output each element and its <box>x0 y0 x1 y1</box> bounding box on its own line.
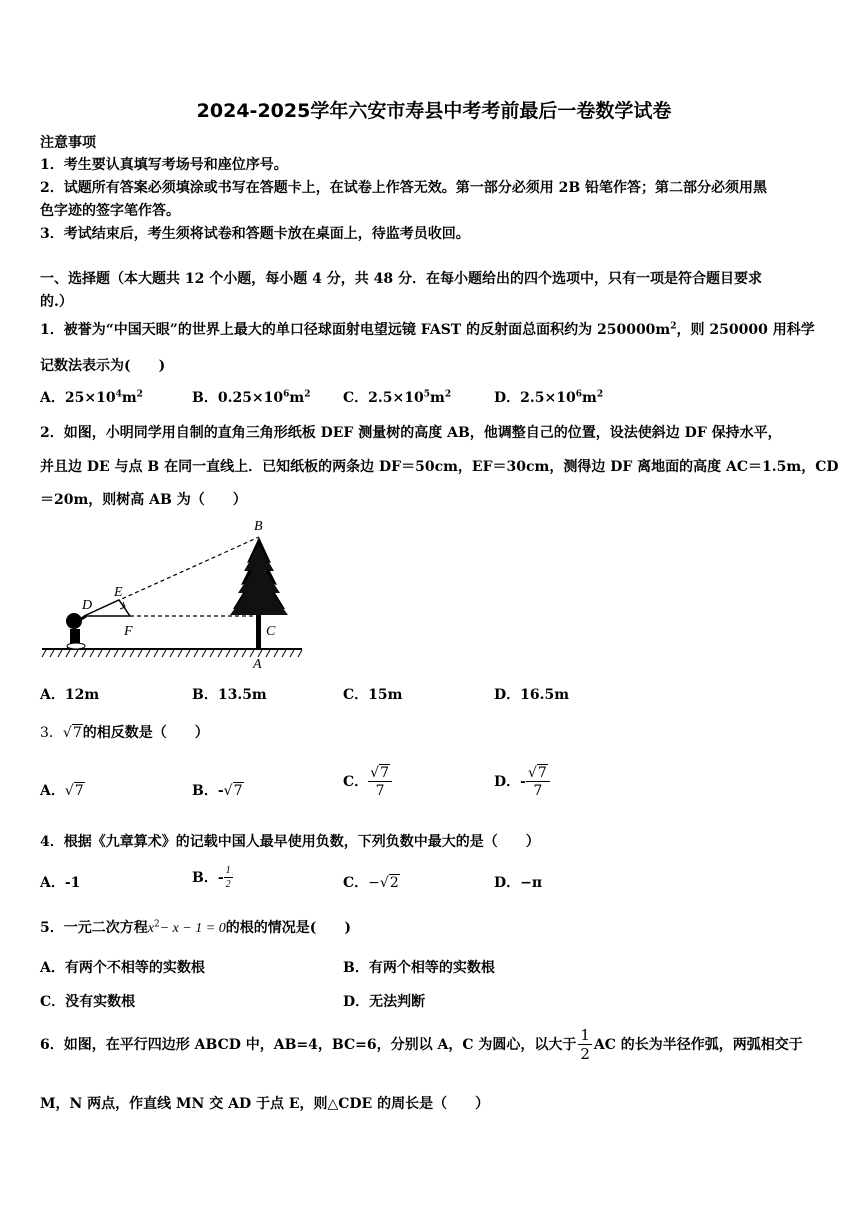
question-6-line2: M，N 两点，作直线 MN 交 AD 于点 E，则△CDE 的周长是（ ） <box>40 1096 490 1112</box>
notice-item: 2．试题所有答案必须填涂或书写在答题卡上，在试卷上作答无效。第一部分必须用 2B 铅笔作答；第二部分必须用黑 <box>40 180 768 196</box>
section-heading: 的.） <box>40 294 73 310</box>
label-b: B <box>254 519 263 534</box>
question-2-line2: 并且边 DE 与点 B 在同一直线上．已知纸板的两条边 DF＝50cm，EF＝30cm，测得边 DF 离地面的高度 AC＝1.5m，CD <box>40 459 839 475</box>
question-4: 4．根据《九章算术》的记载中国人最早使用负数，下列负数中最大的是（ ） <box>40 834 540 850</box>
q3-option-b[interactable]: B．-√7 <box>192 783 243 799</box>
page-title: 2024-2025学年六安市寿县中考考前最后一卷数学试卷 <box>196 100 672 122</box>
person-icon <box>66 613 86 649</box>
q5-option-c[interactable]: C．没有实数根 <box>40 994 136 1010</box>
notice-item: 3．考试结束后，考生须将试卷和答题卡放在桌面上，待监考员收回。 <box>40 226 470 242</box>
question-1-line2: 记数法表示为( ) <box>40 358 166 374</box>
q5-option-b[interactable]: B．有两个相等的实数根 <box>343 960 495 976</box>
label-c: C <box>266 624 276 639</box>
q4-option-d[interactable]: D．−π <box>494 875 543 891</box>
sqrt-7: √7 <box>62 725 82 741</box>
section-heading: 一、选择题（本大题共 12 个小题，每小题 4 分，共 48 分．在每小题给出的四个选项中，只有一项是符合题目要求 <box>40 271 762 287</box>
label-d: D <box>82 598 93 613</box>
q5-option-a[interactable]: A．有两个不相等的实数根 <box>40 960 205 976</box>
q2-option-a[interactable]: A．12m <box>40 687 100 703</box>
q4-option-a[interactable]: A．-1 <box>40 875 81 891</box>
notice-heading: 注意事项 <box>40 135 96 151</box>
question-3: 3．√7的相反数是（ ） <box>40 725 209 741</box>
q3-option-d[interactable]: D．- $\frac{√7}{7}$ <box>494 766 550 798</box>
notice-item: 色字迹的签字笔作答。 <box>40 203 180 219</box>
question-2: 2．如图，小明同学用自制的直角三角形纸板 DEF 测量树的高度 AB，他调整自己的位置，设法使斜边 DF 保持水平， <box>40 425 782 441</box>
question-1: 1．被誉为“中国天眼”的世界上最大的单口径球面射电望远镜 FAST 的反射面总面积约为 $250000m^2$，则 250000 用科学 <box>40 321 815 338</box>
tree-icon <box>230 537 288 649</box>
q2-option-b[interactable]: B．13.5m <box>192 687 267 703</box>
q2-option-c[interactable]: C．15m <box>343 687 403 703</box>
q2-option-d[interactable]: D．16.5m <box>494 687 570 703</box>
label-f: F <box>124 624 133 639</box>
question-2-line3: ＝20m，则树高 AB 为（ ） <box>40 492 247 508</box>
label-e: E <box>114 585 123 600</box>
question-5: 5．一元二次方程$x^2- x - 1 = 0$的根的情况是( ) <box>40 919 352 936</box>
q1-option-c[interactable]: C．$2.5\times 10^5m^2$ <box>343 389 452 406</box>
q3-option-c[interactable]: C． $\frac{√7}{7}$ <box>343 766 392 798</box>
notice-item: 1．考生要认真填写考场号和座位序号。 <box>40 157 288 173</box>
tree-measurement-figure <box>40 515 310 675</box>
q1-option-d[interactable]: D．$2.5\times 10^6m^2$ <box>494 389 604 406</box>
label-a: A <box>253 657 262 672</box>
q5-option-d[interactable]: D．无法判断 <box>343 994 426 1010</box>
q4-option-c[interactable]: C．−√2 <box>343 875 399 891</box>
q1-option-b[interactable]: B．$0.25\times 10^6m^2$ <box>192 389 311 406</box>
q3-option-a[interactable]: A．√7 <box>40 783 84 799</box>
q4-option-b[interactable]: B．- $\frac{1}{2}$ <box>192 865 231 890</box>
q1-option-a[interactable]: A．$25\times 10^4m^2$ <box>40 389 143 406</box>
question-6: 6．如图，在平行四边形 ABCD 中，AB=4，BC=6，分别以 A，C 为圆心，以大于 $\frac{1}{2}$ AC 的长为半径作弧，两弧相交于 <box>40 1026 803 1063</box>
